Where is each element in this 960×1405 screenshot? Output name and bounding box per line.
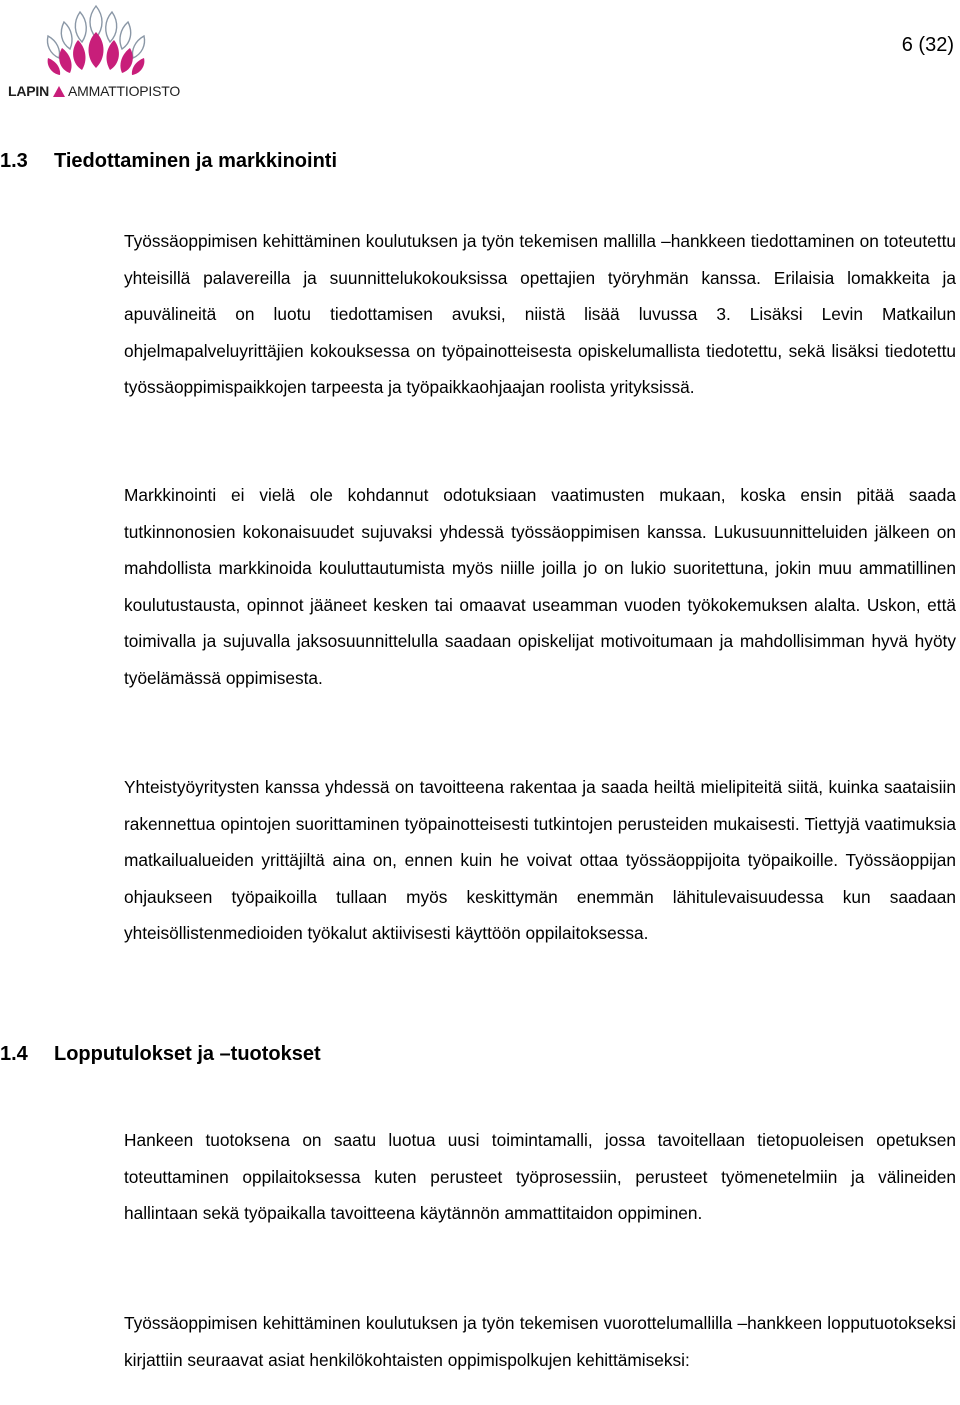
- paragraph: Yhteistyöyritysten kanssa yhdessä on tavoitteena rakentaa ja saada heiltä mielipiteitä siitä, kuinka saataisiin rakennettua opintojen suorittaminen työpainotteisesti tutkintojen perusteiden mukaisesti. Tiettyjä vaatimuksia matkailualueiden yrittäjiltä aina on, ennen kuin he voivat ottaa työssäoppijoita työpaikoille. Työssäoppijan ohjaukseen työpaikoilla tullaan myös keskittymän enemmän lähitulevaisuudessa kun saadaan yhteisöllistenmedioiden työkalut aktiivisesti käyttöön oppilaitoksessa.: [124, 777, 956, 943]
- logo-word-ammattiopisto: AMMATTIOPISTO: [68, 83, 181, 99]
- paragraph: Työssäoppimisen kehittäminen koulutuksen ja työn tekemisen mallilla –hankkeen tiedottaminen on toteutettu yhteisillä palavereilla ja suunnittelukokouksissa opettajien työryhmän kanssa. Erilaisia lomakkeita ja apuvälineitä on luotu tiedottamisen avuksi, niistä lisää luvussa 3. Lisäksi Levin Matkailun ohjelmapalveluyrittäjien kokouksessa on työpainotteisesta opiskelumallista tiedotettu, sekä lisäksi tiedotettu työssäoppimispaikkojen tarpeesta ja työpaikkaohjaajan roolista yrityksissä.: [124, 231, 956, 397]
- section-title: Tiedottaminen ja markkinointi: [54, 150, 338, 172]
- logo-word-lapin: LAPIN: [8, 83, 50, 99]
- logo: [4, 2, 186, 100]
- section-title: Lopputulokset ja –tuotokset: [54, 1043, 321, 1065]
- page-number: 6 (32): [901, 34, 954, 56]
- logo-triangle-icon: [53, 86, 65, 97]
- section-number: 1.3: [0, 150, 28, 172]
- paragraph: Markkinointi ei vielä ole kohdannut odotuksiaan vaatimusten mukaan, koska ensin pitää saada tutkinnonosien kokonaisuudet sujuvaksi yhdessä työssäoppimisen kanssa. Lukusuunnitteluiden jälkeen on mahdollista markkinoida kouluttautumista myös niille joilla jo on lukio suoritettuna, jokin muu ammatillinen koulutustausta, opinnot jääneet kesken tai omaavat useamman vuoden työkokemuksen alalta. Uskon, että toimivalla ja sujuvalla jaksosuunnittelulla saadaan opiskelijat motivoitumaan ja mahdollisimman hyvä hyöty työelämässä oppimisesta.: [124, 485, 956, 688]
- section-number: 1.4: [0, 1043, 28, 1065]
- paragraph: Työssäoppimisen kehittäminen koulutuksen ja työn tekemisen vuorottelumallilla –hankkeen lopputuotokseksi kirjattiin seuraavat asiat henkilökohtaisten oppimispolkujen kehittämiseksi:: [124, 1313, 956, 1370]
- section-heading-1-4: [0, 1042, 321, 1066]
- section-heading-1-3: [0, 149, 337, 173]
- paragraph: Hankeen tuotoksena on saatu luotua uusi toimintamalli, jossa tavoitellaan tietopuoleisen opetuksen toteuttaminen oppilaitoksessa kuten perusteet työprosessiin, perusteet työmenetelmiin ja välineiden hallintaan sekä työpaikalla tavoitteena käytännön ammattitaidon oppiminen.: [124, 1130, 956, 1223]
- lotus-flower-icon: [26, 2, 166, 84]
- logo-wordmark: [8, 83, 180, 99]
